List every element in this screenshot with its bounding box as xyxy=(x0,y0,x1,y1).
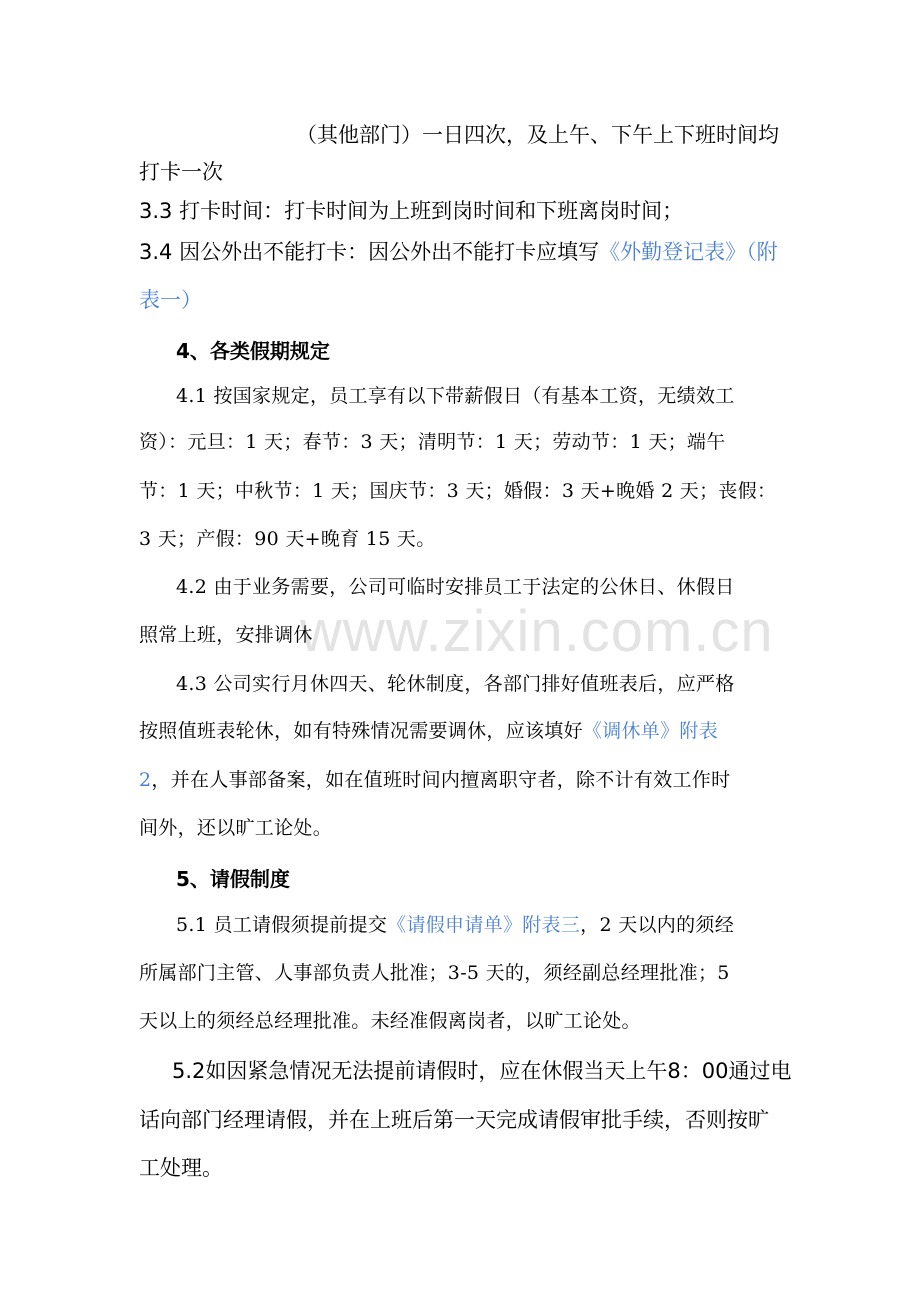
field-form-link-continued[interactable]: 表一） xyxy=(139,288,202,312)
leave-request-form-link[interactable]: 《请假申请单》附表三 xyxy=(387,914,581,936)
leave-swap-form-link[interactable]: 《调休单》附表 xyxy=(582,720,719,742)
appendix-2-link[interactable]: 2 xyxy=(139,769,152,791)
para-5-1-line1-text: 5.1 员工请假须提前提交 xyxy=(176,914,388,936)
para-5-1-line1-rest: ，2 天以内的须经 xyxy=(580,914,735,936)
para-5-1-line2: 所属部门主管、人事部负责人批准；3-5 天的，须经副总经理批准；5 xyxy=(139,962,730,984)
section3-line1: （其他部门）一日四次，及上午、下午上下班时间均 xyxy=(296,123,779,147)
para-5-1-line3: 天以上的须经总经理批准。未经准假离岗者，以旷工论处。 xyxy=(139,1010,641,1032)
para-5-2-line3: 工处理。 xyxy=(139,1156,223,1180)
para-5-2-line2: 话向部门经理请假，并在上班后第一天完成请假审批手续，否则按旷 xyxy=(139,1108,769,1132)
para-4-2-line2: 照常上班，安排调休 xyxy=(139,624,313,646)
field-form-link[interactable]: 《外勤登记表》（附 xyxy=(599,240,778,264)
para-4-3-line3 xyxy=(139,765,730,792)
section4-heading: 4、各类假期规定 xyxy=(176,339,330,363)
para-4-3-line3-text: ，并在人事部备案，如在值班时间内擅离职守者，除不计有效工作时 xyxy=(151,769,731,791)
watermark-text: www.zixin.com.cn xyxy=(300,599,774,664)
para-4-2-line1: 4.2 由于业务需要，公司可临时安排员工于法定的公休日、休假日 xyxy=(176,576,735,598)
para-5-1-line1 xyxy=(176,910,734,937)
para-4-1-line4: 3 天；产假：90 天+晚育 15 天。 xyxy=(139,528,436,550)
para-5-2-line1: 5.2如因紧急情况无法提前请假时，应在休假当天上午8：00通过电 xyxy=(172,1059,792,1083)
para-4-1-line3: 节：1 天；中秋节：1 天；国庆节：3 天；婚假：3 天+晚婚 2 天；丧假： xyxy=(139,480,777,502)
para-4-3-line2 xyxy=(139,716,718,743)
para-4-1-line1: 4.1 按国家规定，员工享有以下带薪假日（有基本工资，无绩效工 xyxy=(176,385,735,407)
section5-heading: 5、请假制度 xyxy=(176,867,290,891)
para-4-3-line2-text: 按照值班表轮休，如有特殊情况需要调休，应该填好 xyxy=(139,720,583,742)
para-4-3-line4: 间外，还以旷工论处。 xyxy=(139,817,333,839)
item-3-3: 3.3 打卡时间：打卡时间为上班到岗时间和下班离岗时间； xyxy=(139,199,684,223)
section3-line2: 打卡一次 xyxy=(139,160,223,184)
para-4-3-line1: 4.3 公司实行月休四天、轮休制度，各部门排好值班表后，应严格 xyxy=(176,673,735,695)
item-3-4 xyxy=(139,236,778,266)
item-3-4-text: 3.4 因公外出不能打卡：因公外出不能打卡应填写 xyxy=(139,240,600,264)
para-4-1-line2: 资）：元旦：1 天；春节：3 天；清明节：1 天；劳动节：1 天；端午 xyxy=(139,431,726,453)
